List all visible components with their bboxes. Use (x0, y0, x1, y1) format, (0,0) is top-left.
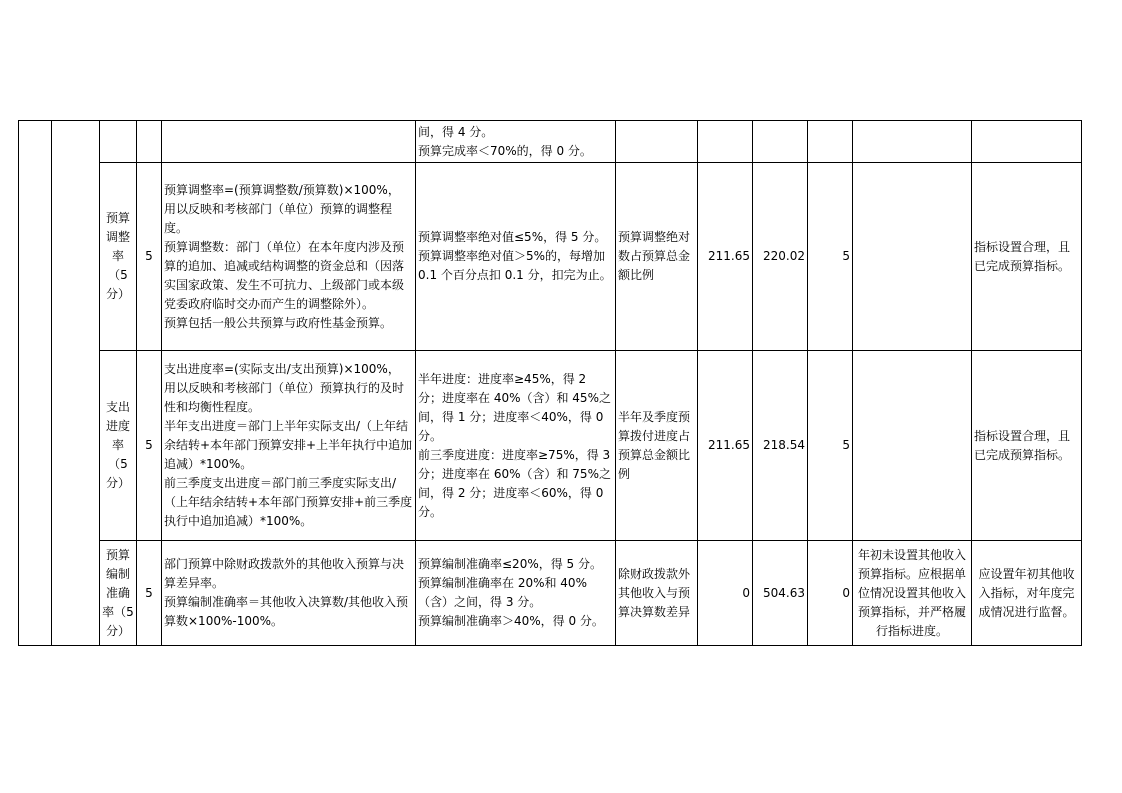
score-cell (808, 121, 853, 163)
level2-indicator-cell (52, 121, 100, 646)
problem-cell (853, 351, 972, 541)
criteria-cell: 预算调整率绝对值≤5%，得 5 分。 预算调整率绝对值＞5%的，每增加 0.1 个百分点扣 0.1 分，扣完为止。 (416, 163, 616, 351)
target-value-cell: 211.65 (698, 163, 753, 351)
performance-evaluation-table (18, 120, 1082, 646)
target-value-cell: 211.65 (698, 351, 753, 541)
actual-value-cell: 218.54 (753, 351, 808, 541)
table-row (19, 351, 1082, 541)
weight-cell (137, 121, 162, 163)
data-source-cell (616, 121, 698, 163)
actual-value-cell (753, 121, 808, 163)
score-cell: 5 (808, 351, 853, 541)
weight-cell: 5 (137, 163, 162, 351)
suggestion-cell: 指标设置合理，且已完成预算指标。 (972, 351, 1082, 541)
target-value-cell (698, 121, 753, 163)
suggestion-cell: 指标设置合理，且已完成预算指标。 (972, 163, 1082, 351)
problem-cell: 年初未设置其他收入预算指标。应根据单位情况设置其他收入预算指标，并严格履行指标进度。 (853, 541, 972, 646)
suggestion-cell (972, 121, 1082, 163)
criteria-cell: 间，得 4 分。 预算完成率＜70%的，得 0 分。 (416, 121, 616, 163)
actual-value-cell: 504.63 (753, 541, 808, 646)
weight-cell: 5 (137, 541, 162, 646)
problem-cell (853, 121, 972, 163)
level3-indicator-cell: 预算 编制 准确 率（5 分） (100, 541, 137, 646)
criteria-cell: 半年进度：进度率≥45%，得 2 分；进度率在 40%（含）和 45%之间，得 1 分；进度率＜40%，得 0 分。 前三季度进度：进度率≥75%，得 3 分；进度率在 60%（含）和 75%之间，得 2 分；进度率＜60%，得 0 分。 (416, 351, 616, 541)
definition-cell (162, 121, 416, 163)
data-source-cell: 除财政拨款外其他收入与预算决算数差异 (616, 541, 698, 646)
table-row (19, 541, 1082, 646)
definition-cell: 支出进度率=(实际支出/支出预算)×100%， 用以反映和考核部门（单位）预算执行的及时性和均衡性程度。 半年支出进度＝部门上半年实际支出/（上年结余结转+本年部门预算安排+上半年执行中追加追减）*100%。 前三季度支出进度＝部门前三季度实际支出/（上年结余结转+本年部门预算安排+前三季度执行中追加追减）*100%。 (162, 351, 416, 541)
definition-cell: 部门预算中除财政拨款外的其他收入预算与决算差异率。 预算编制准确率＝其他收入决算数/其他收入预算数×100%-100%。 (162, 541, 416, 646)
level3-indicator-cell: 预算 调整 率 （5 分） (100, 163, 137, 351)
data-source-cell: 预算调整绝对数占预算总金额比例 (616, 163, 698, 351)
table-row (19, 121, 1082, 163)
definition-cell: 预算调整率=(预算调整数/预算数)×100%， 用以反映和考核部门（单位）预算的调整程度。 预算调整数：部门（单位）在本年度内涉及预算的追加、追减或结构调整的资金总和（因落实国家政策、发生不可抗力、上级部门或本级党委政府临时交办而产生的调整除外）。 预算包括一般公共预算与政府性基金预算。 (162, 163, 416, 351)
table-row (19, 163, 1082, 351)
criteria-cell: 预算编制准确率≤20%，得 5 分。 预算编制准确率在 20%和 40%（含）之间，得 3 分。 预算编制准确率＞40%，得 0 分。 (416, 541, 616, 646)
level3-indicator-cell (100, 121, 137, 163)
data-source-cell: 半年及季度预算拨付进度占预算总金额比例 (616, 351, 698, 541)
level3-indicator-cell: 支出 进度 率 （5 分） (100, 351, 137, 541)
level1-indicator-cell (19, 121, 52, 646)
score-cell: 0 (808, 541, 853, 646)
problem-cell (853, 163, 972, 351)
target-value-cell: 0 (698, 541, 753, 646)
weight-cell: 5 (137, 351, 162, 541)
suggestion-cell: 应设置年初其他收入指标，对年度完成情况进行监督。 (972, 541, 1082, 646)
score-cell: 5 (808, 163, 853, 351)
actual-value-cell: 220.02 (753, 163, 808, 351)
